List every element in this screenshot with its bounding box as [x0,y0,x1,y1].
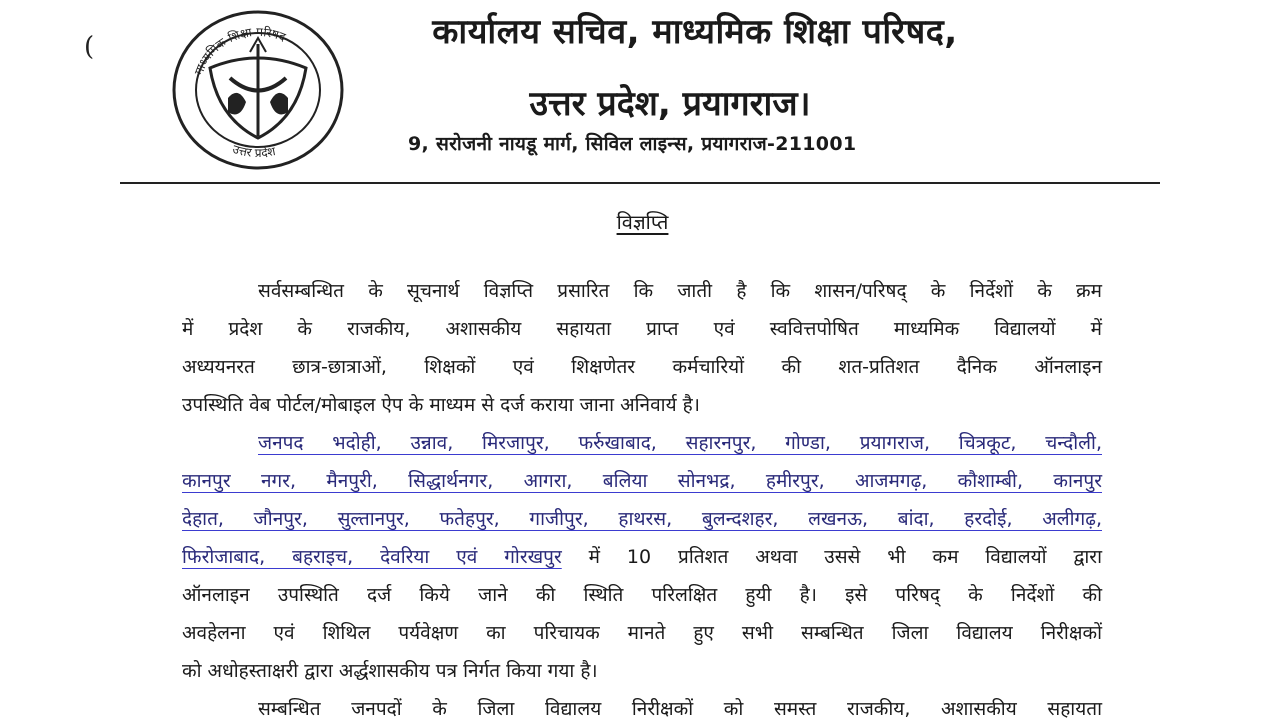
paragraph-line: अवहेलना एवं शिथिल पर्यवेक्षण का परिचायक मानते हुए सभी सम्बन्धित जिला विद्यालय निरीक्षकों [182,622,1102,644]
header-divider [120,182,1160,184]
paragraph-1 [182,272,1102,424]
paragraph-line [182,424,1102,462]
district-list-text: देहात, जौनपुर, सुल्तानपुर, फतेहपुर, गाजीपुर, हाथरस, बुलन्दशहर, लखनऊ, बांदा, हरदोई, अलीगढ़, [182,508,1102,530]
paragraph-line: को अधोहस्ताक्षरी द्वारा अर्द्धशासकीय पत्र निर्गत किया गया है। [182,660,598,682]
office-name-line1: कार्यालय सचिव, माध्यमिक शिक्षा परिषद, [432,12,958,52]
district-list-text: फिरोजाबाद, बहराइच, देवरिया एवं गोरखपुर [182,546,562,568]
emblem-bottom-text: उत्तर प्रदेश [230,141,277,161]
notice-title-text: विज्ञप्ति [616,210,669,234]
svg-text:उत्तर प्रदेश [231,142,278,160]
paragraph-line: उपस्थिति वेब पोर्टल/मोबाइल ऐप के माध्यम से दर्ज कराया जाना अनिवार्य है। [182,394,700,416]
office-name-line2: उत्तर प्रदेश, प्रयागराज। [529,84,811,124]
paragraph-line: अध्ययनरत छात्र-छात्राओं, शिक्षकों एवं शिक्षणेतर कर्मचारियों की शत-प्रतिशत दैनिक ऑनलाइन [182,356,1102,378]
paragraph-line: सर्वसम्बन्धित के सूचनार्थ विज्ञप्ति प्रसारित कि जाती है कि शासन/परिषद् के निर्देशों के क्रम [258,280,1102,302]
notice-title [0,208,1280,235]
paragraph-text: में 10 प्रतिशत अथवा उससे भी कम विद्यालयों द्वारा [561,546,1102,568]
svg-text:माध्यमिक शिक्षा परिषद [191,25,288,77]
district-list-text: कानपुर नगर, मैनपुरी, सिद्धार्थनगर, आगरा, बलिया सोनभद्र, हमीरपुर, आजमगढ़, कौशाम्बी, कानपुर [182,470,1102,492]
paragraph-line [182,500,1102,538]
emblem-top-text: माध्यमिक शिक्षा परिषद [191,24,288,78]
district-list-text: जनपद भदोही, उन्नाव, मिरजापुर, फर्रुखाबाद, सहारनपुर, गोण्डा, प्रयागराज, चित्रकूट, चन्दौली, [258,432,1102,454]
office-header [360,10,1060,126]
paragraph-line: ऑनलाइन उपस्थिति दर्ज किये जाने की स्थिति परिलक्षित हुयी है। इसे परिषद् के निर्देशों की [182,584,1102,606]
paragraph-line [182,538,1102,576]
paragraph-line: सम्बन्धित जनपदों के जिला विद्यालय निरीक्षकों को समस्त राजकीय, अशासकीय सहायता [258,698,1102,720]
paragraph-line: में प्रदेश के राजकीय, अशासकीय सहायता प्राप्त एवं स्ववित्तपोषित माध्यमिक विद्यालयों में [182,318,1102,340]
office-address: 9, सरोजनी नायडू मार्ग, सिविल लाइन्स, प्रयागराज-211001 [408,133,857,155]
corner-mark: ( [84,32,95,62]
paragraph-3 [182,690,1102,728]
notice-body [182,272,1102,728]
paragraph-line [182,462,1102,500]
paragraph-2 [182,424,1102,690]
